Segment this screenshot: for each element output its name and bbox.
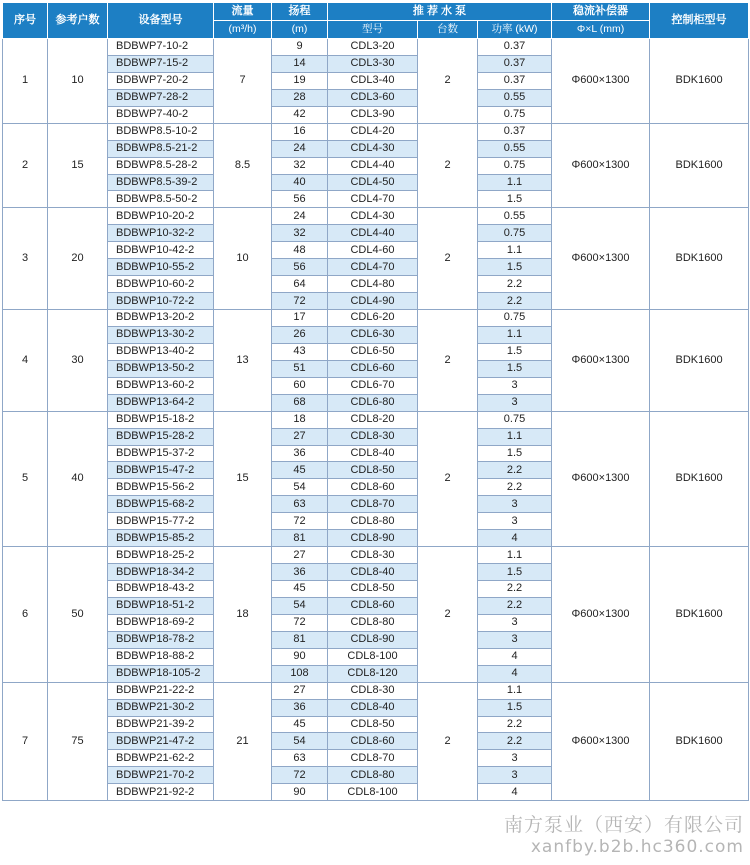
watermark-company: 南方泵业（西安）有限公司 — [503, 814, 744, 836]
seq-cell: 3 — [3, 208, 48, 310]
model-cell: BDBWP8.5-28-2 — [108, 157, 214, 174]
pump-type-cell: CDL8-40 — [328, 699, 418, 716]
cabinet-cell: BDK1600 — [650, 123, 749, 208]
pump-power-cell: 2.2 — [478, 462, 552, 479]
model-cell: BDBWP15-47-2 — [108, 462, 214, 479]
pump-count-cell: 2 — [418, 310, 478, 412]
pump-type-cell: CDL6-50 — [328, 343, 418, 360]
compensator-cell: Φ600×1300 — [552, 547, 650, 683]
pump-power-cell: 0.37 — [478, 39, 552, 56]
pump-type-cell: CDL4-30 — [328, 140, 418, 157]
model-cell: BDBWP8.5-21-2 — [108, 140, 214, 157]
model-cell: BDBWP13-40-2 — [108, 343, 214, 360]
flow-cell: 10 — [214, 208, 272, 310]
pump-power-cell: 1.1 — [478, 326, 552, 343]
table-row — [3, 39, 749, 56]
model-cell: BDBWP18-51-2 — [108, 597, 214, 614]
head-cell: 24 — [272, 140, 328, 157]
pump-type-cell: CDL8-70 — [328, 750, 418, 767]
pump-power-cell: 0.75 — [478, 106, 552, 123]
pump-power-cell: 0.55 — [478, 89, 552, 106]
seq-cell: 7 — [3, 682, 48, 801]
head-cell: 40 — [272, 174, 328, 191]
header-pump-type: 型号 — [328, 21, 418, 39]
head-cell: 27 — [272, 682, 328, 699]
model-cell: BDBWP10-42-2 — [108, 242, 214, 259]
head-cell: 32 — [272, 157, 328, 174]
head-cell: 32 — [272, 225, 328, 242]
model-cell: BDBWP15-77-2 — [108, 513, 214, 530]
pump-count-cell: 2 — [418, 682, 478, 801]
pump-type-cell: CDL8-40 — [328, 564, 418, 581]
table-row — [3, 123, 749, 140]
pump-power-cell: 1.5 — [478, 191, 552, 208]
pump-power-cell: 0.37 — [478, 123, 552, 140]
model-cell: BDBWP21-70-2 — [108, 767, 214, 784]
head-cell: 108 — [272, 665, 328, 682]
head-cell: 54 — [272, 479, 328, 496]
head-cell: 81 — [272, 530, 328, 547]
model-cell: BDBWP8.5-50-2 — [108, 191, 214, 208]
head-cell: 42 — [272, 106, 328, 123]
pump-type-cell: CDL3-40 — [328, 72, 418, 89]
pump-type-cell: CDL6-80 — [328, 394, 418, 411]
header-flow-unit: (m³/h) — [214, 21, 272, 39]
head-cell: 24 — [272, 208, 328, 225]
pump-power-cell: 0.37 — [478, 72, 552, 89]
model-cell: BDBWP7-28-2 — [108, 89, 214, 106]
pump-power-cell: 1.1 — [478, 682, 552, 699]
head-cell: 68 — [272, 394, 328, 411]
head-cell: 63 — [272, 496, 328, 513]
model-cell: BDBWP7-20-2 — [108, 72, 214, 89]
pump-type-cell: CDL8-30 — [328, 428, 418, 445]
header-seq: 序号 — [3, 3, 48, 39]
model-cell: BDBWP13-60-2 — [108, 377, 214, 394]
seq-cell: 1 — [3, 39, 48, 124]
head-cell: 28 — [272, 89, 328, 106]
header-compensator: 稳流补偿器 — [552, 3, 650, 21]
head-cell: 72 — [272, 767, 328, 784]
model-cell: BDBWP15-56-2 — [108, 479, 214, 496]
head-cell: 19 — [272, 72, 328, 89]
watermark-url: xanfby.b2b.hc360.com — [530, 837, 744, 857]
pump-power-cell: 2.2 — [478, 581, 552, 598]
households-cell: 40 — [48, 411, 108, 547]
model-cell: BDBWP21-47-2 — [108, 733, 214, 750]
model-cell: BDBWP10-60-2 — [108, 276, 214, 293]
pump-power-cell: 1.5 — [478, 343, 552, 360]
model-cell: BDBWP13-64-2 — [108, 394, 214, 411]
pump-type-cell: CDL8-120 — [328, 665, 418, 682]
model-cell: BDBWP7-15-2 — [108, 55, 214, 72]
head-cell: 54 — [272, 597, 328, 614]
pump-type-cell: CDL8-30 — [328, 547, 418, 564]
compensator-cell: Φ600×1300 — [552, 682, 650, 801]
pump-type-cell: CDL4-90 — [328, 293, 418, 310]
pump-type-cell: CDL4-40 — [328, 225, 418, 242]
pump-count-cell: 2 — [418, 411, 478, 547]
pump-spec-table — [2, 2, 749, 801]
model-cell: BDBWP15-68-2 — [108, 496, 214, 513]
pump-type-cell: CDL8-100 — [328, 648, 418, 665]
header-pump-count: 台数 — [418, 21, 478, 39]
pump-power-cell: 3 — [478, 767, 552, 784]
pump-power-cell: 2.2 — [478, 716, 552, 733]
pump-power-cell: 2.2 — [478, 293, 552, 310]
head-cell: 16 — [272, 123, 328, 140]
pump-power-cell: 3 — [478, 631, 552, 648]
table-row — [3, 411, 749, 428]
pump-type-cell: CDL8-30 — [328, 682, 418, 699]
header-head-unit: (m) — [272, 21, 328, 39]
seq-cell: 2 — [3, 123, 48, 208]
pump-power-cell: 0.75 — [478, 157, 552, 174]
pump-count-cell: 2 — [418, 208, 478, 310]
head-cell: 36 — [272, 564, 328, 581]
pump-type-cell: CDL4-30 — [328, 208, 418, 225]
head-cell: 27 — [272, 428, 328, 445]
pump-power-cell: 1.5 — [478, 445, 552, 462]
pump-type-cell: CDL8-60 — [328, 479, 418, 496]
header-cabinet: 控制柜型号 — [650, 3, 749, 39]
compensator-cell: Φ600×1300 — [552, 310, 650, 412]
pump-power-cell: 1.1 — [478, 242, 552, 259]
pump-type-cell: CDL8-20 — [328, 411, 418, 428]
cabinet-cell: BDK1600 — [650, 682, 749, 801]
households-cell: 15 — [48, 123, 108, 208]
pump-type-cell: CDL8-70 — [328, 496, 418, 513]
head-cell: 48 — [272, 242, 328, 259]
model-cell: BDBWP10-32-2 — [108, 225, 214, 242]
model-cell: BDBWP10-72-2 — [108, 293, 214, 310]
cabinet-cell: BDK1600 — [650, 39, 749, 124]
head-cell: 45 — [272, 716, 328, 733]
pump-type-cell: CDL6-30 — [328, 326, 418, 343]
head-cell: 81 — [272, 631, 328, 648]
head-cell: 90 — [272, 784, 328, 801]
head-cell: 90 — [272, 648, 328, 665]
seq-cell: 5 — [3, 411, 48, 547]
head-cell: 36 — [272, 699, 328, 716]
pump-power-cell: 2.2 — [478, 276, 552, 293]
households-cell: 50 — [48, 547, 108, 683]
pump-type-cell: CDL3-90 — [328, 106, 418, 123]
pump-type-cell: CDL8-40 — [328, 445, 418, 462]
model-cell: BDBWP21-22-2 — [108, 682, 214, 699]
head-cell: 45 — [272, 462, 328, 479]
head-cell: 26 — [272, 326, 328, 343]
households-cell: 30 — [48, 310, 108, 412]
pump-power-cell: 2.2 — [478, 479, 552, 496]
head-cell: 9 — [272, 39, 328, 56]
pump-type-cell: CDL8-50 — [328, 462, 418, 479]
model-cell: BDBWP8.5-10-2 — [108, 123, 214, 140]
flow-cell: 13 — [214, 310, 272, 412]
pump-type-cell: CDL8-80 — [328, 513, 418, 530]
pump-count-cell: 2 — [418, 547, 478, 683]
table-header — [3, 3, 749, 39]
pump-type-cell: CDL8-50 — [328, 581, 418, 598]
pump-type-cell: CDL3-20 — [328, 39, 418, 56]
pump-type-cell: CDL6-60 — [328, 360, 418, 377]
model-cell: BDBWP13-50-2 — [108, 360, 214, 377]
pump-type-cell: CDL8-50 — [328, 716, 418, 733]
pump-power-cell: 0.75 — [478, 225, 552, 242]
pump-type-cell: CDL3-60 — [328, 89, 418, 106]
model-cell: BDBWP15-18-2 — [108, 411, 214, 428]
header-households: 参考户数 — [48, 3, 108, 39]
header-pump-power: 功率 (kW) — [478, 21, 552, 39]
pump-power-cell: 1.1 — [478, 174, 552, 191]
pump-type-cell: CDL4-60 — [328, 242, 418, 259]
flow-cell: 21 — [214, 682, 272, 801]
pump-power-cell: 3 — [478, 513, 552, 530]
pump-power-cell: 1.5 — [478, 564, 552, 581]
head-cell: 51 — [272, 360, 328, 377]
pump-type-cell: CDL6-70 — [328, 377, 418, 394]
pump-type-cell: CDL8-90 — [328, 631, 418, 648]
pump-power-cell: 3 — [478, 377, 552, 394]
model-cell: BDBWP15-85-2 — [108, 530, 214, 547]
head-cell: 17 — [272, 310, 328, 327]
model-cell: BDBWP7-40-2 — [108, 106, 214, 123]
flow-cell: 15 — [214, 411, 272, 547]
model-cell: BDBWP10-20-2 — [108, 208, 214, 225]
pump-type-cell: CDL4-70 — [328, 191, 418, 208]
cabinet-cell: BDK1600 — [650, 547, 749, 683]
model-cell: BDBWP18-43-2 — [108, 581, 214, 598]
pump-type-cell: CDL8-80 — [328, 767, 418, 784]
households-cell: 75 — [48, 682, 108, 801]
flow-cell: 8.5 — [214, 123, 272, 208]
head-cell: 14 — [272, 55, 328, 72]
model-cell: BDBWP15-28-2 — [108, 428, 214, 445]
seq-cell: 4 — [3, 310, 48, 412]
pump-power-cell: 0.75 — [478, 411, 552, 428]
head-cell: 60 — [272, 377, 328, 394]
model-cell: BDBWP18-78-2 — [108, 631, 214, 648]
pump-type-cell: CDL8-60 — [328, 733, 418, 750]
model-cell: BDBWP18-88-2 — [108, 648, 214, 665]
pump-power-cell: 0.75 — [478, 310, 552, 327]
pump-power-cell: 3 — [478, 394, 552, 411]
header-pump: 推 荐 水 泵 — [328, 3, 552, 21]
table-row — [3, 208, 749, 225]
compensator-cell: Φ600×1300 — [552, 411, 650, 547]
pump-type-cell: CDL8-60 — [328, 597, 418, 614]
pump-power-cell: 1.5 — [478, 259, 552, 276]
pump-power-cell: 4 — [478, 784, 552, 801]
header-head: 扬程 — [272, 3, 328, 21]
model-cell: BDBWP18-69-2 — [108, 614, 214, 631]
pump-power-cell: 1.5 — [478, 360, 552, 377]
pump-power-cell: 2.2 — [478, 597, 552, 614]
pump-power-cell: 3 — [478, 614, 552, 631]
pump-type-cell: CDL3-30 — [328, 55, 418, 72]
seq-cell: 6 — [3, 547, 48, 683]
head-cell: 72 — [272, 293, 328, 310]
pump-power-cell: 1.1 — [478, 547, 552, 564]
pump-count-cell: 2 — [418, 39, 478, 124]
head-cell: 72 — [272, 513, 328, 530]
pump-power-cell: 4 — [478, 530, 552, 547]
head-cell: 63 — [272, 750, 328, 767]
table-body — [3, 39, 749, 801]
head-cell: 72 — [272, 614, 328, 631]
compensator-cell: Φ600×1300 — [552, 123, 650, 208]
pump-power-cell: 4 — [478, 648, 552, 665]
flow-cell: 18 — [214, 547, 272, 683]
head-cell: 36 — [272, 445, 328, 462]
model-cell: BDBWP21-30-2 — [108, 699, 214, 716]
head-cell: 27 — [272, 547, 328, 564]
pump-power-cell: 2.2 — [478, 733, 552, 750]
pump-power-cell: 0.37 — [478, 55, 552, 72]
model-cell: BDBWP21-62-2 — [108, 750, 214, 767]
model-cell: BDBWP21-92-2 — [108, 784, 214, 801]
table-row — [3, 547, 749, 564]
model-cell: BDBWP18-34-2 — [108, 564, 214, 581]
pump-type-cell: CDL4-20 — [328, 123, 418, 140]
pump-count-cell: 2 — [418, 123, 478, 208]
watermark — [504, 810, 744, 857]
model-cell: BDBWP13-30-2 — [108, 326, 214, 343]
model-cell: BDBWP7-10-2 — [108, 39, 214, 56]
flow-cell: 7 — [214, 39, 272, 124]
head-cell: 64 — [272, 276, 328, 293]
model-cell: BDBWP18-25-2 — [108, 547, 214, 564]
pump-power-cell: 0.55 — [478, 208, 552, 225]
compensator-cell: Φ600×1300 — [552, 39, 650, 124]
pump-power-cell: 1.5 — [478, 699, 552, 716]
pump-type-cell: CDL8-90 — [328, 530, 418, 547]
header-flow: 流量 — [214, 3, 272, 21]
cabinet-cell: BDK1600 — [650, 310, 749, 412]
pump-power-cell: 3 — [478, 750, 552, 767]
head-cell: 45 — [272, 581, 328, 598]
head-cell: 56 — [272, 191, 328, 208]
table-row — [3, 310, 749, 327]
pump-power-cell: 0.55 — [478, 140, 552, 157]
model-cell: BDBWP21-39-2 — [108, 716, 214, 733]
head-cell: 43 — [272, 343, 328, 360]
pump-type-cell: CDL4-40 — [328, 157, 418, 174]
pump-power-cell: 1.1 — [478, 428, 552, 445]
header-compensator-unit: Φ×L (mm) — [552, 21, 650, 39]
pump-type-cell: CDL4-80 — [328, 276, 418, 293]
pump-type-cell: CDL8-80 — [328, 614, 418, 631]
model-cell: BDBWP15-37-2 — [108, 445, 214, 462]
households-cell: 20 — [48, 208, 108, 310]
cabinet-cell: BDK1600 — [650, 411, 749, 547]
head-cell: 54 — [272, 733, 328, 750]
model-cell: BDBWP10-55-2 — [108, 259, 214, 276]
header-model: 设备型号 — [108, 3, 214, 39]
pump-type-cell: CDL6-20 — [328, 310, 418, 327]
model-cell: BDBWP18-105-2 — [108, 665, 214, 682]
model-cell: BDBWP8.5-39-2 — [108, 174, 214, 191]
pump-type-cell: CDL4-50 — [328, 174, 418, 191]
pump-type-cell: CDL8-100 — [328, 784, 418, 801]
cabinet-cell: BDK1600 — [650, 208, 749, 310]
pump-power-cell: 3 — [478, 496, 552, 513]
model-cell: BDBWP13-20-2 — [108, 310, 214, 327]
head-cell: 18 — [272, 411, 328, 428]
pump-power-cell: 4 — [478, 665, 552, 682]
table-row — [3, 682, 749, 699]
pump-type-cell: CDL4-70 — [328, 259, 418, 276]
head-cell: 56 — [272, 259, 328, 276]
households-cell: 10 — [48, 39, 108, 124]
compensator-cell: Φ600×1300 — [552, 208, 650, 310]
